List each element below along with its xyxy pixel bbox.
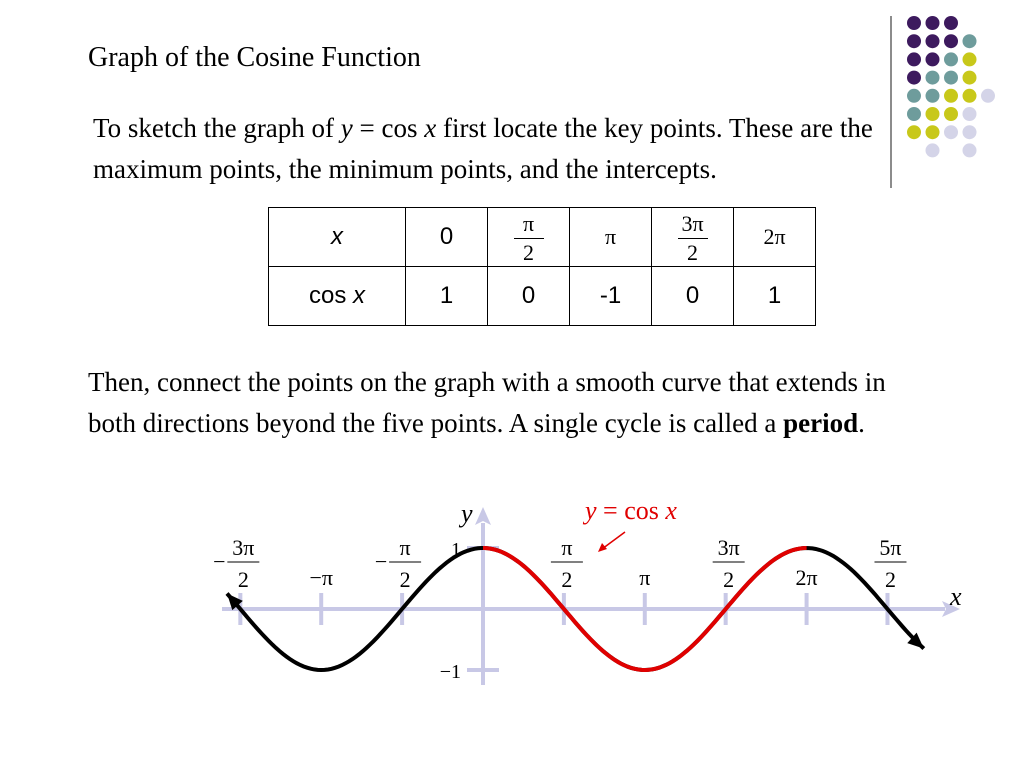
row-label-x: x [269, 208, 406, 267]
svg-text:−π: −π [309, 565, 333, 590]
decorative-dot [926, 89, 940, 103]
intro-var-y: y [340, 113, 353, 143]
decorative-dot [944, 34, 958, 48]
decorative-dot [907, 89, 921, 103]
svg-text:2: 2 [399, 567, 411, 592]
cos-value: 1 [734, 267, 816, 326]
svg-text:π: π [561, 535, 573, 560]
svg-text:3π: 3π [232, 535, 255, 560]
x-pi-over-2: $\frac{\pi}{2}$ [488, 208, 570, 267]
cos-value: 0 [488, 267, 570, 326]
decorative-dot [926, 52, 940, 66]
decorative-dot [944, 71, 958, 85]
svg-text:2: 2 [723, 567, 735, 592]
pointer-arrow-icon [598, 543, 607, 552]
decorative-dot [944, 89, 958, 103]
key-points-table [268, 207, 816, 326]
decorative-dot [963, 143, 977, 157]
svg-text:2: 2 [884, 567, 896, 592]
pointer-line [602, 532, 625, 549]
intro-text-1: To sketch the graph of [93, 113, 341, 143]
cycle-text-2: . [858, 408, 865, 438]
x-tick-label [551, 535, 583, 592]
slide-title: Graph of the Cosine Function [88, 42, 421, 73]
cycle-paragraph [88, 362, 918, 444]
svg-text:2: 2 [237, 567, 249, 592]
intro-text-2: = cos [352, 113, 425, 143]
decorative-dot [981, 89, 995, 103]
intro-paragraph [93, 108, 933, 190]
decorative-dot [944, 107, 958, 121]
decorative-dot [963, 89, 977, 103]
x-axis-label: x [950, 582, 962, 611]
x-tick-label [713, 535, 745, 592]
svg-text:−: − [374, 549, 388, 574]
cycle-text-1: Then, connect the points on the graph with a smooth curve that extends in both directions beyond the five points. A single cycle is called a [88, 367, 886, 438]
cos-value: 1 [406, 267, 488, 326]
decorative-dot [944, 125, 958, 139]
decorative-dot [944, 16, 958, 30]
x-tick-label [375, 535, 421, 592]
svg-text:2π: 2π [795, 565, 818, 590]
decorative-dot [926, 71, 940, 85]
x-tick-label [796, 565, 818, 590]
table-row-x [269, 208, 816, 267]
decorative-dot [907, 71, 921, 85]
svg-text:π: π [639, 565, 651, 590]
y-axis-label: y [461, 499, 473, 528]
cos-value: -1 [570, 267, 652, 326]
decorative-dot [963, 71, 977, 85]
decorative-dot [963, 52, 977, 66]
intro-var-x: x [424, 113, 437, 143]
x-tick-label [639, 565, 650, 590]
x-3pi-over-2: $\frac{3\pi}{2}$ [652, 208, 734, 267]
decorative-dot [926, 34, 940, 48]
decorative-dot [944, 52, 958, 66]
decorative-dot [963, 34, 977, 48]
x-tick-label [213, 535, 259, 592]
y-tick-label: 1 [451, 539, 461, 561]
cos-value: 0 [652, 267, 734, 326]
decorative-dot [907, 34, 921, 48]
x-2pi: 2π [734, 208, 816, 267]
svg-text:2: 2 [561, 567, 573, 592]
decorative-dot [907, 16, 921, 30]
svg-text:π: π [399, 535, 411, 560]
decorative-dot [926, 16, 940, 30]
function-label: y = cos x [585, 496, 677, 525]
decorative-dot [907, 52, 921, 66]
svg-text:5π: 5π [879, 535, 902, 560]
svg-text:3π: 3π [717, 535, 740, 560]
intro-text-3: first locate the key points. These are the maximum points, the minimum points, and the intercepts. [93, 113, 873, 184]
decorative-dot [963, 125, 977, 139]
x-zero: 0 [406, 208, 488, 267]
x-tick-label [309, 565, 333, 590]
x-tick-label [874, 535, 906, 592]
cosine-graph [200, 495, 980, 695]
row-label-cos: cos x [269, 267, 406, 326]
svg-text:−: − [213, 549, 226, 574]
x-pi: π [570, 208, 652, 267]
y-tick-label: −1 [439, 661, 461, 683]
period-term: period [783, 408, 859, 438]
table-row-cos [269, 267, 816, 326]
decorative-dot [963, 107, 977, 121]
y-axis-arrow-icon [475, 507, 491, 525]
